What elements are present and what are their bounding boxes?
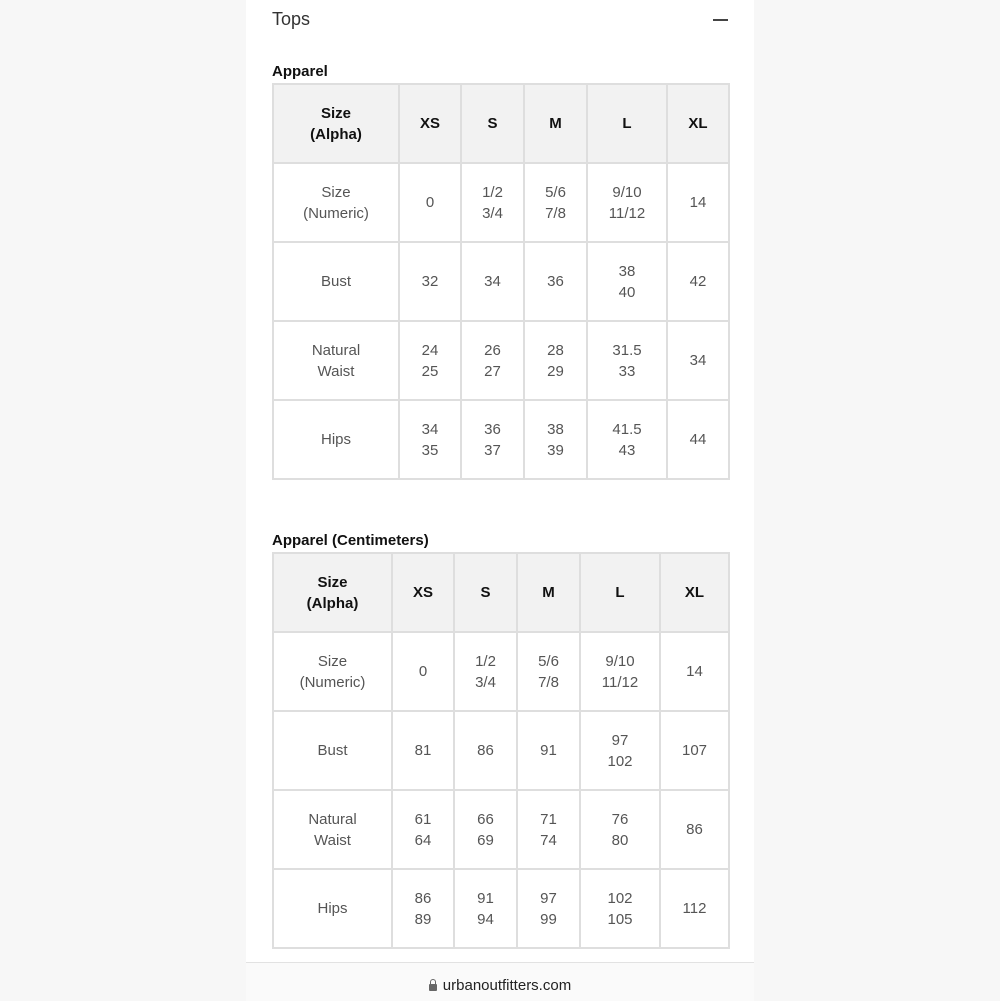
- table-cell: 0: [392, 632, 454, 711]
- row-label-cell: Hips: [273, 869, 392, 948]
- table-cell: 41.5 43: [587, 400, 667, 479]
- row-label-cell: Bust: [273, 711, 392, 790]
- header-cell: M: [517, 553, 580, 632]
- table-cell: 28 29: [524, 321, 587, 400]
- table-cell: 24 25: [399, 321, 461, 400]
- section-header-tops[interactable]: [272, 0, 728, 40]
- table-cell: 38 39: [524, 400, 587, 479]
- table-row: [273, 711, 729, 790]
- table-cell: 1/2 3/4: [461, 163, 524, 242]
- table-header-row: [273, 84, 729, 163]
- table-title-apparel-cm: Apparel (Centimeters): [272, 532, 429, 549]
- table-cell: 86: [660, 790, 729, 869]
- header-cell: XS: [392, 553, 454, 632]
- table-cell: 34: [667, 321, 729, 400]
- table-cell: 97 99: [517, 869, 580, 948]
- table-cell: 61 64: [392, 790, 454, 869]
- table-cell: 36 37: [461, 400, 524, 479]
- header-cell: XL: [667, 84, 729, 163]
- header-cell: XL: [660, 553, 729, 632]
- table-cell: 81: [392, 711, 454, 790]
- header-cell: L: [587, 84, 667, 163]
- table-cell: 76 80: [580, 790, 660, 869]
- table-cell: 9/10 11/12: [580, 632, 660, 711]
- table-row: [273, 400, 729, 479]
- row-label-cell: Natural Waist: [273, 790, 392, 869]
- row-label-cell: Hips: [273, 400, 399, 479]
- table-row: [273, 242, 729, 321]
- table-cell: 71 74: [517, 790, 580, 869]
- table-cell: 31.5 33: [587, 321, 667, 400]
- size-table-apparel-cm: [272, 552, 730, 949]
- table-row: [273, 321, 729, 400]
- table-cell: 5/6 7/8: [517, 632, 580, 711]
- table-cell: 38 40: [587, 242, 667, 321]
- browser-url-bar[interactable]: [246, 962, 754, 1001]
- table-title-apparel: Apparel: [272, 63, 328, 80]
- table-row: [273, 790, 729, 869]
- header-cell: Size (Alpha): [273, 84, 399, 163]
- table-cell: 86 89: [392, 869, 454, 948]
- table-cell: 102 105: [580, 869, 660, 948]
- table-cell: 1/2 3/4: [454, 632, 517, 711]
- row-label-cell: Natural Waist: [273, 321, 399, 400]
- header-cell: Size (Alpha): [273, 553, 392, 632]
- table-row: [273, 163, 729, 242]
- table-cell: 9/10 11/12: [587, 163, 667, 242]
- section-title: Tops: [272, 9, 311, 29]
- table-cell: 26 27: [461, 321, 524, 400]
- table-cell: 107: [660, 711, 729, 790]
- table-header-row: [273, 553, 729, 632]
- table-row: [273, 632, 729, 711]
- table-cell: 97 102: [580, 711, 660, 790]
- table-row: [273, 869, 729, 948]
- size-table-apparel: [272, 83, 730, 480]
- header-cell: XS: [399, 84, 461, 163]
- header-cell: S: [461, 84, 524, 163]
- row-label-cell: Size (Numeric): [273, 632, 392, 711]
- minus-icon[interactable]: [713, 19, 728, 21]
- table-cell: 14: [667, 163, 729, 242]
- table-cell: 112: [660, 869, 729, 948]
- table-cell: 5/6 7/8: [524, 163, 587, 242]
- table-cell: 66 69: [454, 790, 517, 869]
- row-label-cell: Bust: [273, 242, 399, 321]
- table-cell: 14: [660, 632, 729, 711]
- table-cell: 91 94: [454, 869, 517, 948]
- header-cell: M: [524, 84, 587, 163]
- lock-icon: [429, 984, 437, 991]
- table-cell: 36: [524, 242, 587, 321]
- url-text[interactable]: urbanoutfitters.com: [442, 977, 572, 994]
- table-cell: 0: [399, 163, 461, 242]
- table-cell: 32: [399, 242, 461, 321]
- table-cell: 42: [667, 242, 729, 321]
- header-cell: S: [454, 553, 517, 632]
- table-cell: 86: [454, 711, 517, 790]
- table-cell: 34 35: [399, 400, 461, 479]
- table-cell: 91: [517, 711, 580, 790]
- row-label-cell: Size (Numeric): [273, 163, 399, 242]
- table-cell: 34: [461, 242, 524, 321]
- table-cell: 44: [667, 400, 729, 479]
- header-cell: L: [580, 553, 660, 632]
